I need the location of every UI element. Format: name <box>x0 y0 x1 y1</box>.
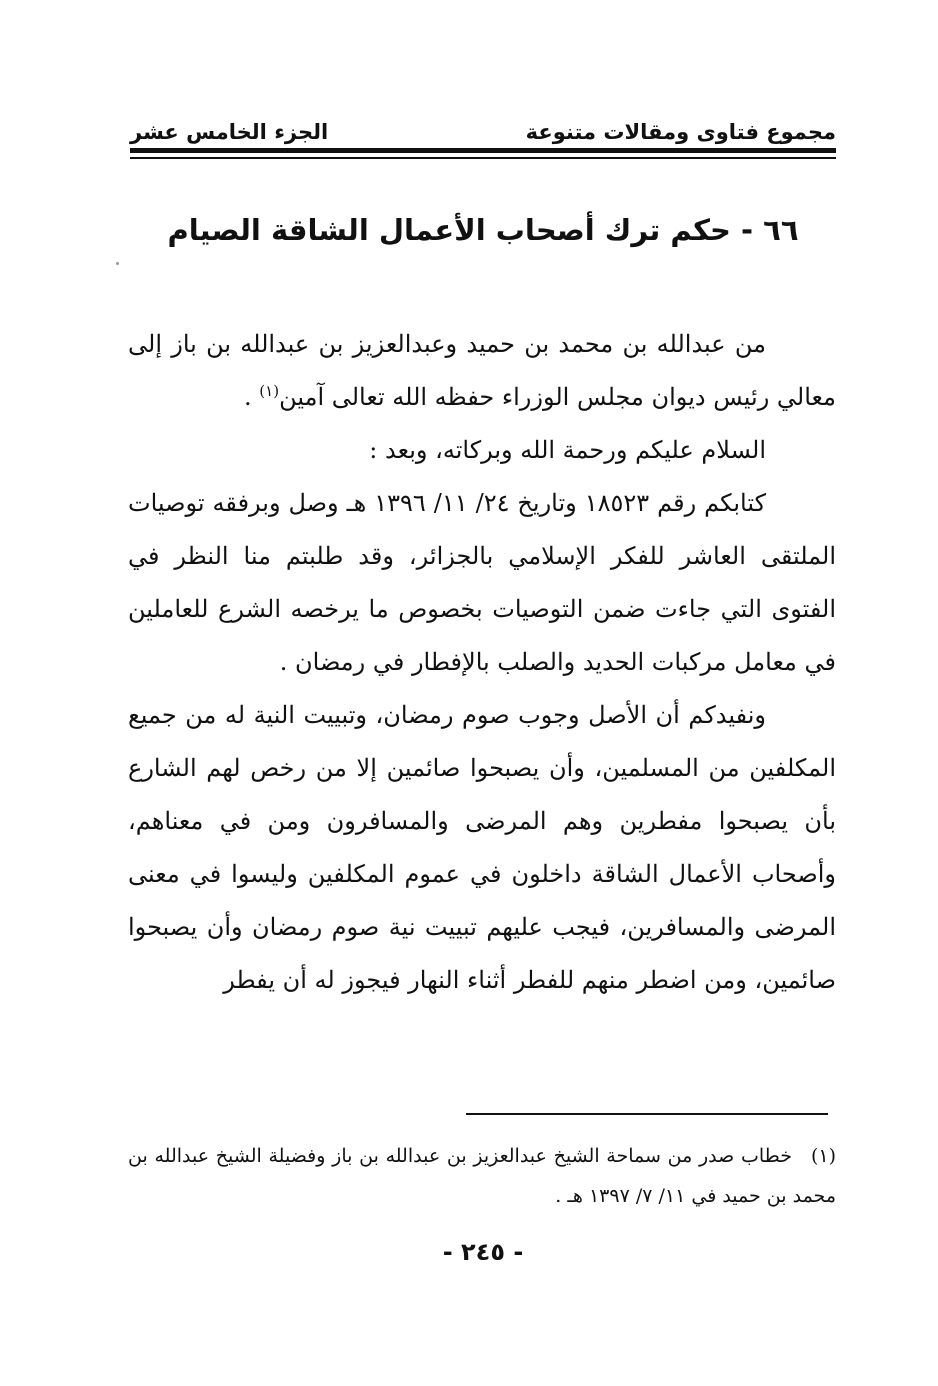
header-rule-thick <box>130 148 836 153</box>
addressee-text: من عبدالله بن محمد بن حميد وعبدالعزيز بن عبدالله بن باز إلى معالي رئيس ديوان مجلس الوزراء حفظه الله تعالى آمين <box>128 330 836 411</box>
book-title: مجموع فتاوى ومقالات متنوعة <box>525 120 836 144</box>
footnote-number: (١) <box>810 1145 836 1167</box>
paragraph-ruling: ونفيدكم أن الأصل وجوب صوم رمضان، وتبييت النية له من جميع المكلفين من المسلمين، وأن يصبحوا صائمين إلا من رخص لهم الشارع بأن يصبحوا مفطرين وهم المرضى والمسافرون ومن في معناهم، وأصحاب الأعمال الشاقة داخلون في عموم المكلفين وليسوا في معنى المرضى والمسافرين، فيجب عليهم تبييت نية صوم رمضان وأن يصبحوا صائمين، ومن اضطر منهم للفطر أثناء النهار فيجوز له أن يفطر <box>128 701 836 994</box>
paragraph-letter-reference: كتابكم رقم ١٨٥٢٣ وتاريخ ٢٤/ ١١/ ١٣٩٦ هـ وصل وبرفقه توصيات الملتقى العاشر للفكر الإسلامي بالجزائر، وقد طلبتم منا النظر في الفتوى التي جاءت ضمن التوصيات بخصوص ما يرخصه الشرع للعاملين في معامل مركبات الحديد والصلب بالإفطار في رمضان . <box>128 489 836 676</box>
footnote-rule <box>466 1113 828 1115</box>
chapter-title: ٦٦ - حكم ترك أصحاب الأعمال الشاقة الصيام <box>167 213 799 247</box>
page-number: - ٢٤٥ - <box>442 1238 524 1266</box>
footnote-text: خطاب صدر من سماحة الشيخ عبدالعزيز بن عبدالله بن باز وفضيلة الشيخ عبدالله بن محمد بن حميد في ١١/ ٧/ ١٣٩٧ هـ . <box>128 1145 836 1207</box>
running-header <box>130 108 836 144</box>
scan-speck <box>116 262 119 265</box>
paragraph-greeting: السلام عليكم ورحمة الله وبركاته، وبعد : <box>369 436 766 464</box>
footnote <box>128 1136 836 1216</box>
volume-label: الجزء الخامس عشر <box>130 120 329 144</box>
footnote-reference: (١) <box>259 382 280 400</box>
body-text <box>128 318 836 1007</box>
paragraph-addressee <box>128 318 836 424</box>
addressee-tail: . <box>244 383 260 411</box>
header-rule-thin <box>130 157 836 159</box>
footnote-entry <box>128 1136 836 1216</box>
